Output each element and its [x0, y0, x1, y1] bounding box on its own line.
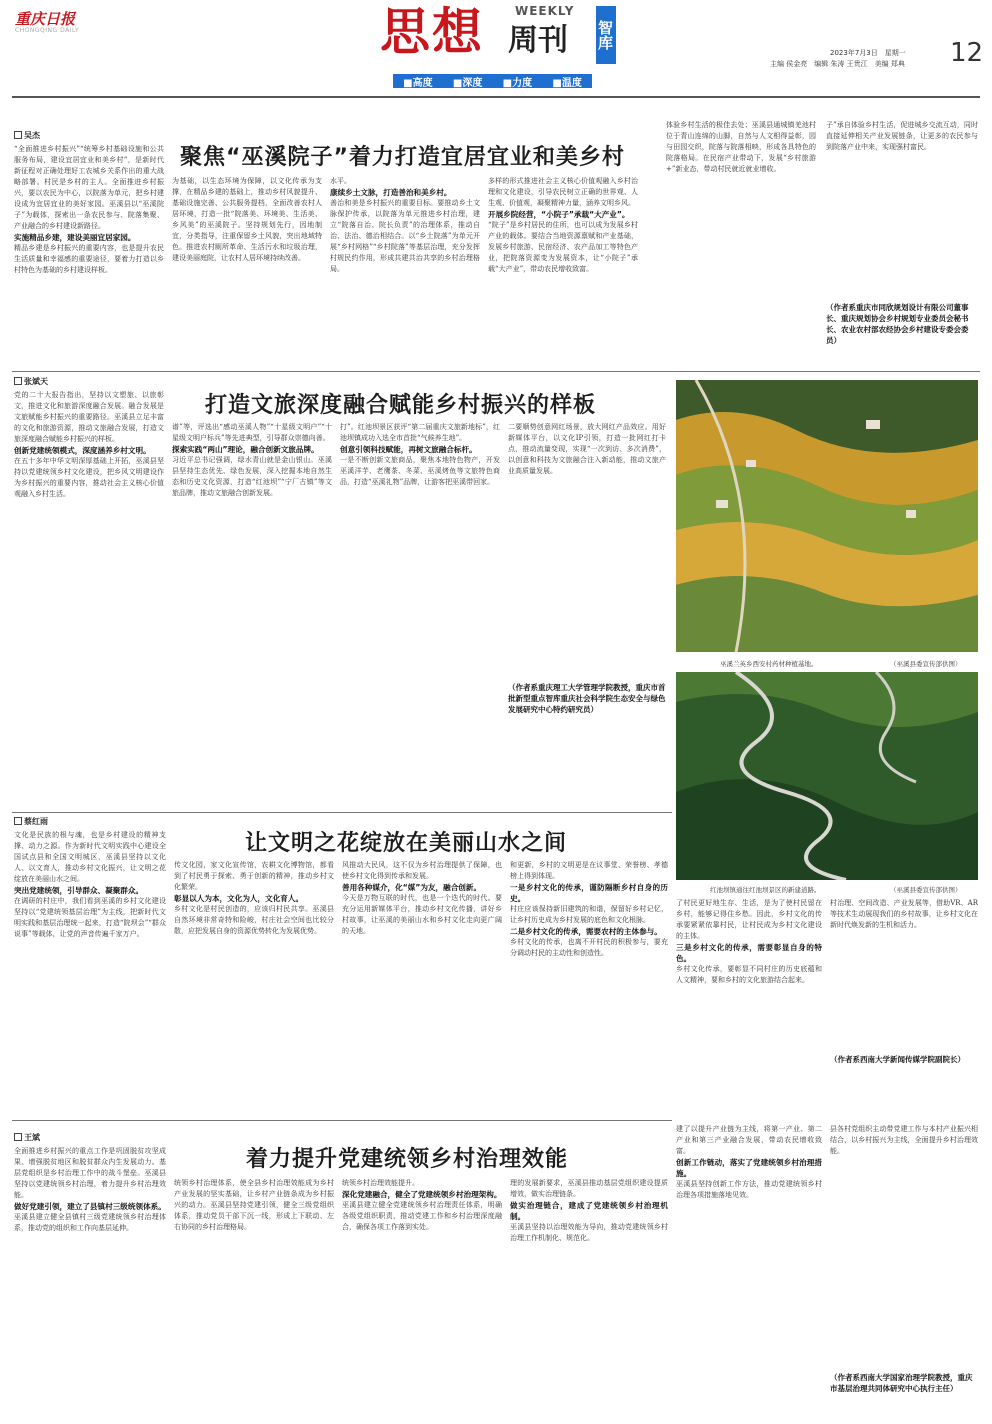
article-1: [0, 118, 992, 368]
article-column: 多样的形式推进社会主义核心价值观融入乡村治理和文化建设，引导农民树立正确的世界观、人生观、价值观，凝聚精神力量，涵养文明乡风。 开展乡院经营，“小院子”承载“大产业”。 “院子”是乡村居民的住所，也可以成为发展乡村产业的载体。要结合当地资源禀赋和产业基础，发展乡村旅游、民宿经济、农产品加工等特色产业，把院落资源变为发展资本，让“小院子”承载“大产业”，带动农民增收致富。: [488, 177, 638, 273]
subheading: 突出党建统领，引导群众、凝聚群众。: [14, 886, 144, 895]
article-column: 全面推进乡村振兴的重点工作是巩固脱贫攻坚成果、增强脱贫地区和脱贫群众内生发展动力。基层党组织是乡村治理工作中的战斗堡垒。巫溪县坚持以党建统领乡村治理，着力提升乡村治理效能。 做好党建引领，建立了县镇村三级统领体系。 巫溪县建立健全县镇村三级党建统领乡村治理体系，推动党的组织和工作向基层延伸。: [14, 1147, 166, 1232]
section-divider: [12, 812, 672, 813]
subheading: 一是乡村文化的传承，谨防隔断乡村自身的历史。: [510, 883, 668, 903]
section-title-big: 思想: [380, 3, 484, 61]
article-column: 理的发展新要求，巫溪县推动基层党组织建设提质增效，做实治理链条。 做实治理链合，建成了党建统领乡村治理机制。 巫溪县坚持以治理效能为导向，推动党建统领乡村治理工作机制化、规范化。: [510, 1179, 668, 1242]
section-divider: [12, 1120, 672, 1121]
photo-credit: （巫溪县委宣传部供图）: [890, 886, 962, 894]
article-headline: 打造文旅深度融合赋能乡村振兴的样板: [205, 393, 597, 418]
newspaper-logo-sub: CHONGQING DAILY: [15, 27, 80, 34]
masthead: [0, 0, 992, 100]
author-note: （作者系西南大学国家治理学院教授，重庆市基层治理共同体研究中心执行主任）: [830, 1373, 973, 1393]
article-4: [0, 1122, 992, 1422]
subheading: 做实治理链合，建成了党建统领乡村治理机制。: [510, 1201, 668, 1221]
article-column: 村治理、空间改造、产业发展等，借助VR、AR等技术生动展现我们的乡村故事，让乡村文化在新时代焕发新的生机和活力。: [830, 899, 978, 929]
field-image: [676, 380, 978, 652]
article-3: [0, 814, 992, 1114]
article-column: “全面推进乡村振兴”“统筹乡村基础设施和公共服务布局，建设宜居宜业和美乡村”，是新时代新征程对正确处理好工农城乡关系作出的重大战略部署。村民是乡村的主人。全面推进乡村振兴，要以农民为中心，以院落为单元，把乡村建设成为宜居宜业的美好家园。巫溪县以“巫溪院子”为载体，探索出一条农民参与、院落集聚、产业融合的乡村建设新路径。 实施精品乡建，建设美丽宜居家园。 精品乡建是乡村振兴的重要内容，也是提升农民生活质量和幸福感的重要途径，要着力打造以乡村特色为基础的乡村建设样板。: [14, 145, 164, 274]
photo-terraced-fields: [676, 380, 978, 652]
subheading: 彰显以人为本，文化为人，文化育人。: [174, 894, 304, 903]
article-column: 统领乡村治理效能提升。 深化党建融合，健全了党建统领乡村治理架构。 巫溪县建立健全党建统领乡村治理责任体系，明确各级党组织职责，推动党建工作和乡村治理深度融合，确保各项工作落到实处。: [342, 1179, 502, 1231]
subheading: 善用各种媒介，化“媒”为友，融合创新。: [342, 883, 482, 892]
subheading: 探索实践“两山”理论，融合创新文旅品牌。: [172, 445, 319, 454]
newspaper-logo: 重庆日报: [15, 10, 76, 28]
subheading: 开展乡院经营，“小院子”承载“大产业”。: [488, 210, 630, 219]
article-column: 谱”等，评选出“感动巫溪人物”“十星级文明户”“十星级文明户标兵”等先进典型，引导群众崇德向善。 探索实践“两山”理论，融合创新文旅品牌。 习近平总书记强调，绿水青山就是金山银山。巫溪县坚持生态优先、绿色发展，深入挖掘本地自然生态和历史文化资源，打造“红池坝”“宁厂古镇”等文旅品牌，推动文旅融合创新发展。: [172, 423, 332, 497]
author-note: （作者系重庆市同欣规划设计有限公司董事长、重庆规划协会乡村规划专业委员会秘书长、农业农村部农经协会乡村建设专委会委员）: [826, 303, 969, 345]
article-column: 党的二十大报告指出，坚持以文塑旅、以旅彰文，推进文化和旅游深度融合发展。融合发展是文旅赋能乡村振兴的重要路径。巫溪县立足丰富的文化和旅游资源，推动文旅融合发展，打造文旅深度融合赋能乡村振兴的样板。 创新党建统领模式，深度涵养乡村文明。 在五十多年中华文明深厚基础上开拓，巫溪县坚持以党建统领乡村文化建设，把乡风文明建设作为乡村振兴的重要内容，推动社会主义核心价值观融入乡村生活。: [14, 391, 164, 498]
section-title-small: 周刊: [508, 23, 568, 58]
author-note: （作者系重庆理工大学管理学院教授，重庆市首批新型重点智库重庆社会科学院生态安全与绿色发展研究中心特约研究员）: [508, 683, 666, 714]
subheading: 创新党建统领模式，深度涵养乡村文明。: [14, 446, 151, 455]
author-byline: 张斌天: [14, 376, 48, 387]
tagline-item: ■温度: [552, 77, 582, 89]
subheading: 创意引领科技赋能，再树文旅融合标杆。: [340, 445, 477, 454]
article-column: 二要顺势创意网红场景，放大网红产品效应。用好新媒体平台，以文化IP引领，打造一批网红打卡点，推动流量变现，实现“一次到访、多次消费”，以创意和科技为文旅融合注入新动能，推动文旅产业高质量发展。: [508, 423, 666, 475]
article-headline: 让文明之花绽放在美丽山水之间: [245, 831, 568, 856]
photo-caption: 红池坝镇通往红池坝景区的新建道路。: [710, 886, 821, 894]
subheading: 三是乡村文化的传承，需要彰显自身的特色。: [676, 943, 822, 963]
author-note: （作者系西南大学新闻传媒学院副院长）: [830, 1055, 965, 1064]
photo-credit: （巫溪县委宣传部供图）: [890, 660, 962, 668]
article-headline: 着力提升党建统领乡村治理效能: [246, 1147, 569, 1172]
tagline-item: ■力度: [502, 77, 533, 89]
tagline-item: ■高度: [403, 77, 433, 89]
tagline-bar: [393, 74, 592, 88]
article-column: 县各村党组织主动带党建工作与本村产业振兴相结合，以乡村振兴为主线，全面提升乡村治理效能。: [830, 1125, 978, 1155]
subheading: 实施精品乡建，建设美丽宜居家园。: [14, 233, 136, 242]
article-column: 子”承自体验乡村生活，促进城乡交流互动，同时直接延伸相关产业发展链条，让更多的农民参与到院落产业中来，实现强村富民。: [826, 121, 978, 151]
subheading: 做好党建引领，建立了县镇村三级统领体系。: [14, 1202, 166, 1211]
author-byline: 蔡红雨: [14, 816, 48, 827]
photo-caption: 巫溪兰英乡西安村药材种植基地。: [720, 660, 818, 668]
article-column: 打”。红池坝景区获评“第二届重庆文旅新地标”，红池坝镇成功入选全市首批“气候养生地”。 创意引领科技赋能，再树文旅融合标杆。 一是不断创新文旅商品，聚焦本地特色物产，开发巫溪洋芋、老鹰茶、冬菜、巫溪烤鱼等文旅特色商品，打造“巫溪礼物”品牌，让游客把巫溪带回家。: [340, 423, 500, 486]
subheading: 创新工作链动，落实了党建统领乡村治理措施。: [676, 1158, 822, 1178]
subheading: 深化党建融合，健全了党建统领乡村治理架构。: [342, 1190, 502, 1199]
author-byline: 王斌: [14, 1132, 40, 1143]
article-column: 文化是民族的根与魂，也是乡村建设的精神支撑、动力之源。作为新时代文明实践中心建设全国试点县和全国文明城区，巫溪县坚持以文化人、以文育人，推动乡村文化振兴，让文明之花绽放在美丽山水之间。 突出党建统领，引导群众、凝聚群众。 在调研的村庄中，我们看到巫溪的乡村文化建设坚持以“党建统领基层治理”为主线，把新时代文明实践和基层治理统一起来，打造“院坝会”“群众说事”等载体，让党的声音传遍千家万户。: [14, 831, 166, 938]
article-column: 建了以提升产业链为主线，将第一产业、第二产业和第三产业融合发展，带动农民增收致富。 创新工作链动，落实了党建统领乡村治理措施。 巫溪县坚持创新工作方法，推动党建统领乡村治理各项措施落地见效。: [676, 1125, 822, 1199]
article-column: 和更新，乡村的文明更是在议事堂、荣誉榜、孝德榜上得到体现。 一是乡村文化的传承，谨防隔断乡村自身的历史。 村庄应该保持新旧建筑的和谐，保留好乡村记忆，让乡村历史成为乡村发展的底色和文化根脉。 二是乡村文化的传承，需要农村的主体参与。 乡村文化的传承，也离不开村民的积极参与，要充分调动村民的主动性和创造性。: [510, 861, 668, 957]
article-column: 风推动大民风，这不仅为乡村治理提供了保障，也使乡村文化得到传承和发展。 善用各种媒介，化“媒”为友，融合创新。 今天是万物互联的时代，也是一个迭代的时代。要充分运用新媒体平台，推动乡村文化传播，讲好乡村故事，让巫溪的美丽山水和乡村文化走向更广阔的天地。: [342, 861, 502, 935]
zhiku-badge: 智库: [596, 6, 616, 64]
page-number: 12: [950, 38, 984, 68]
author-byline: 吴杰: [14, 130, 40, 141]
article-column: 水平。 康续乡土文脉，打造善治和美乡村。 善治和美是乡村振兴的重要目标。要推动乡土文脉保护传承，以院落为单元推进乡村治理，建立“院落自治、院长负责”的治理体系，推动自治、法治、德治相结合。以“乡土院落”为单元开展“乡村网格”“乡村院落”等基层治理，充分发挥村规民约作用，形成共建共治共享的乡村治理格局。: [330, 177, 480, 273]
masthead-rule: [12, 96, 980, 98]
weekly-label: WEEKLY: [515, 4, 575, 18]
subheading: 二是乡村文化的传承，需要农村的主体参与。: [510, 927, 662, 936]
article-column: 统领乡村治理体系，使全县乡村治理效能成为乡村产业发展的坚实基础，让乡村产业链条成为乡村振兴的动力。巫溪县坚持党建引领，健全三级党组织体系，推动党员干部下沉一线，形成上下联动、左右协同的乡村治理格局。: [174, 1179, 334, 1231]
editor-credits: 主编 侯金亮 编辑 朱涛 王贵江 美编 郑典: [770, 60, 905, 68]
subheading: 康续乡土文脉，打造善治和美乡村。: [330, 188, 452, 197]
article-column: 为基础，以生态环境为保障，以文化传承为支撑，在精品乡建的基础上，推动乡村风貌提升、基础设施完善、公共服务提档，全面改善农村人居环境，打造一批“院落美、环境美、生活美、乡风美”的巫溪院子。坚持规划先行，因地制宜，分类指导，注重保留乡土风貌，突出地域特色。推进农村厕所革命、生活污水和垃圾治理，建设美丽庭院，让农村人居环境持续改善。: [172, 177, 322, 262]
issue-date: 2023年7月3日 星期一: [830, 49, 906, 57]
article-column: 体验乡村生活的极佳去处；巫溪县通城镇羌池村位于青山连绵的山脚，自然与人文相得益彰，园与田园交织，院落与院落相映，形成各具特色的院落格局。在民宿产业带动下，发展“乡村旅游+”新业态，带动村民就近就业增收。: [666, 121, 816, 173]
article-headline: 聚焦“巫溪院子”着力打造宜居宜业和美乡村: [180, 145, 625, 170]
article-column: 传文化园，家文化宣传馆，农耕文化博物馆，都看到了村民勇于探索、勇于创新的精神，推动乡村文化繁荣。 彰显以人为本，文化为人，文化育人。 乡村文化是村民创造的，应该归村民共享。巫溪县自然环境非常奇特和险峻，村庄社会空间也比较分散，应把发展自身的资源优势转化为发展优势。: [174, 861, 334, 935]
article-column: 了村民更好地生存、生活，是为了使村民留在乡村，能够记得住乡愁。因此，乡村文化的传承要紧紧依靠村民，让村民成为乡村文化建设的主体。 三是乡村文化的传承，需要彰显自身的特色。 乡村文化传承，要彰显不同村庄的历史底蕴和人文精神，要和乡村的文化旅游结合起来。: [676, 899, 822, 984]
tagline-item: ■深度: [452, 77, 483, 89]
